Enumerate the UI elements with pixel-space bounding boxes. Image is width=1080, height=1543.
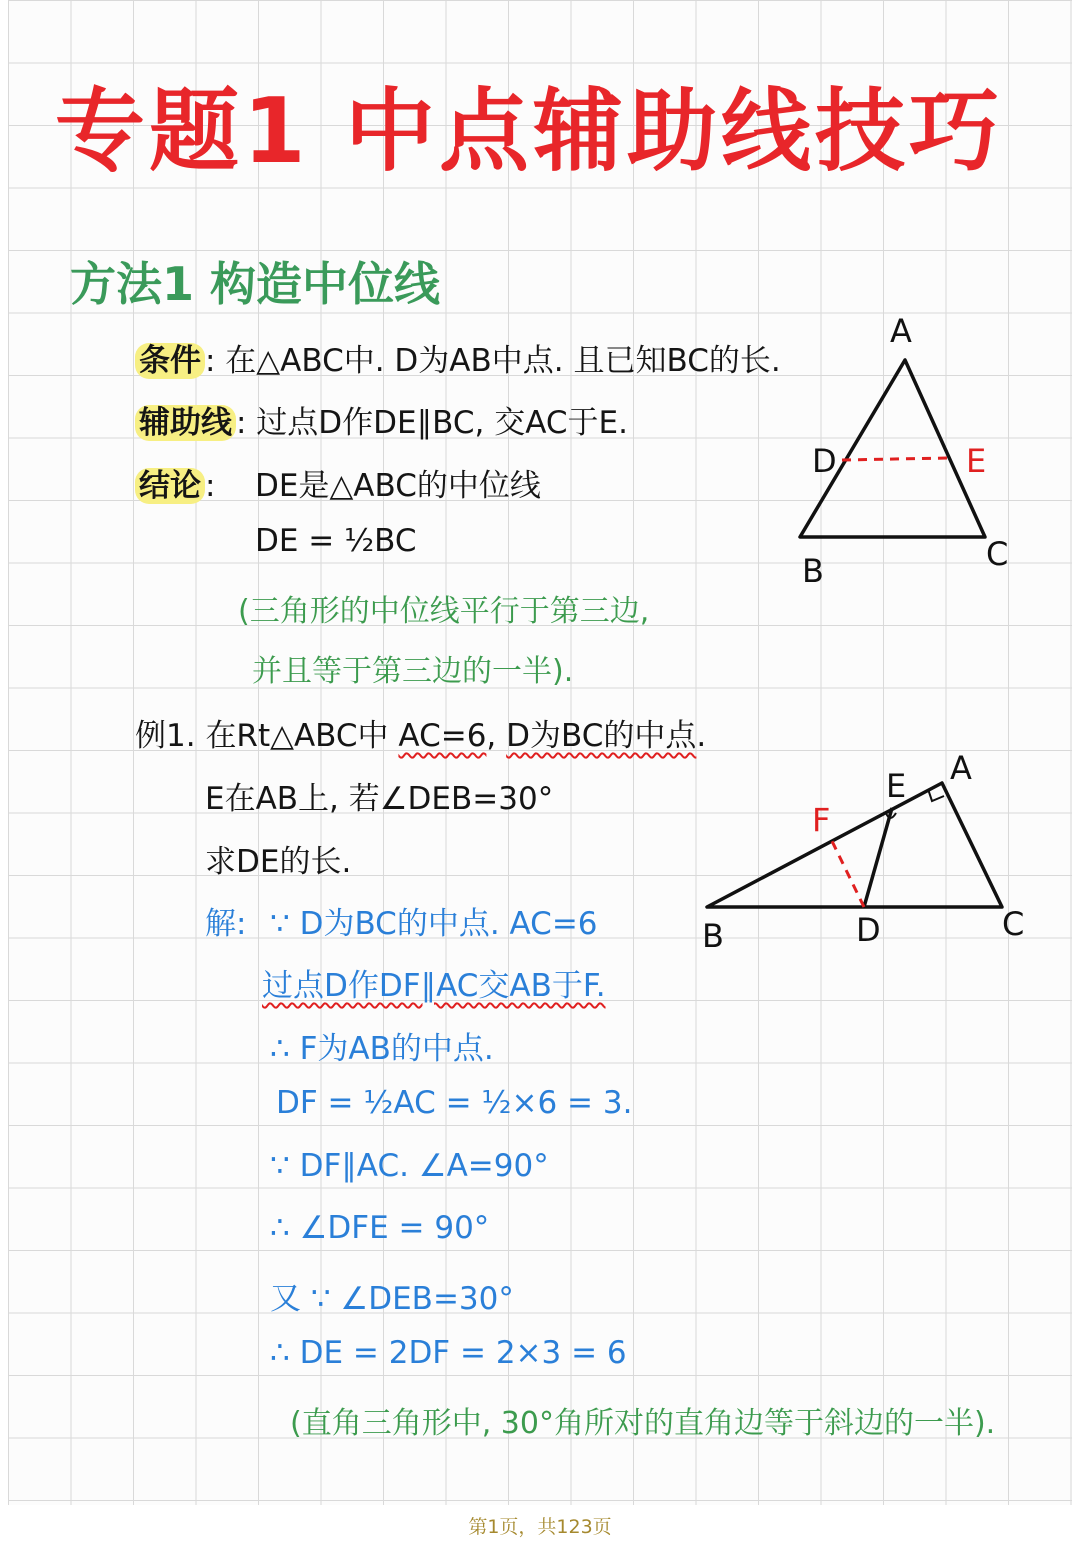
label-b: B <box>802 552 824 590</box>
solution-line6: ∴ ∠DFE = 90° <box>270 1210 490 1246</box>
solution-line4: DF = ½AC = ½×6 = 3. <box>276 1085 633 1121</box>
example-line3: 求DE的长. <box>205 844 352 880</box>
example-text-a: 在Rt△ABC中 <box>205 718 399 754</box>
label-d2: D <box>856 911 881 949</box>
label-a: A <box>890 312 912 350</box>
label-a2: A <box>950 749 972 787</box>
auxiliary-line <box>135 397 628 442</box>
conclusion-colon: : <box>205 468 216 504</box>
conclusion-label: 结论 <box>135 468 205 504</box>
example-period: . <box>696 718 707 754</box>
example-ac-given: AC=6 <box>398 718 487 754</box>
solution-line1: ∵ D为BC的中点. AC=6 <box>270 906 598 942</box>
condition-line <box>135 335 781 380</box>
solution-line5: ∵ DF∥AC. ∠A=90° <box>270 1148 549 1184</box>
solution-line3: ∴ F为AB的中点. <box>270 1031 494 1067</box>
midline-de <box>842 458 948 460</box>
method-heading: 方法1 构造中位线 <box>70 257 441 311</box>
solution-line2: 过点D作DF∥AC交AB于F. <box>262 968 606 1004</box>
example-line1 <box>135 710 706 755</box>
solution-label: 解: <box>205 906 247 942</box>
figure-midline-triangle <box>780 300 1030 600</box>
label-c2: C <box>1002 905 1025 943</box>
conclusion-line <box>135 460 215 505</box>
label-f2: F <box>812 801 831 839</box>
label-c: C <box>986 535 1009 573</box>
auxiliary-text: : 过点D作DE∥BC, 交AC于E. <box>236 405 628 441</box>
page-title: 专题1 中点辅助线技巧 <box>55 79 1003 184</box>
example-comma: , <box>486 718 507 754</box>
example-prefix: 例1. <box>135 718 196 754</box>
label-e2: E <box>886 767 907 805</box>
note-line1: (三角形的中位线平行于第三边, <box>238 594 650 629</box>
conclusion-line1: DE是△ABC的中位线 <box>255 468 541 504</box>
solution-line8: ∴ DE = 2DF = 2×3 = 6 <box>270 1335 627 1371</box>
label-d: D <box>812 442 837 480</box>
condition-text: : 在△ABC中. D为AB中点. 且已知BC的长. <box>205 343 781 379</box>
auxiliary-label: 辅助线 <box>135 405 236 441</box>
figure-right-triangle <box>690 745 1040 965</box>
solution-line7: 又 ∵ ∠DEB=30° <box>270 1281 514 1317</box>
label-b2: B <box>702 917 724 955</box>
label-e: E <box>966 442 987 480</box>
segment-df-dashed <box>830 837 864 907</box>
example-line2: E在AB上, 若∠DEB=30° <box>205 781 554 817</box>
note-line2: 并且等于第三边的一半). <box>252 654 574 689</box>
page-footer: 第1页，共123页 <box>468 1516 612 1538</box>
conclusion-line2: DE = ½BC <box>255 523 417 559</box>
solution-note: (直角三角形中, 30°角所对的直角边等于斜边的一半). <box>290 1406 996 1441</box>
example-midpoint-given: D为BC的中点 <box>506 718 697 754</box>
condition-label: 条件 <box>135 343 205 379</box>
